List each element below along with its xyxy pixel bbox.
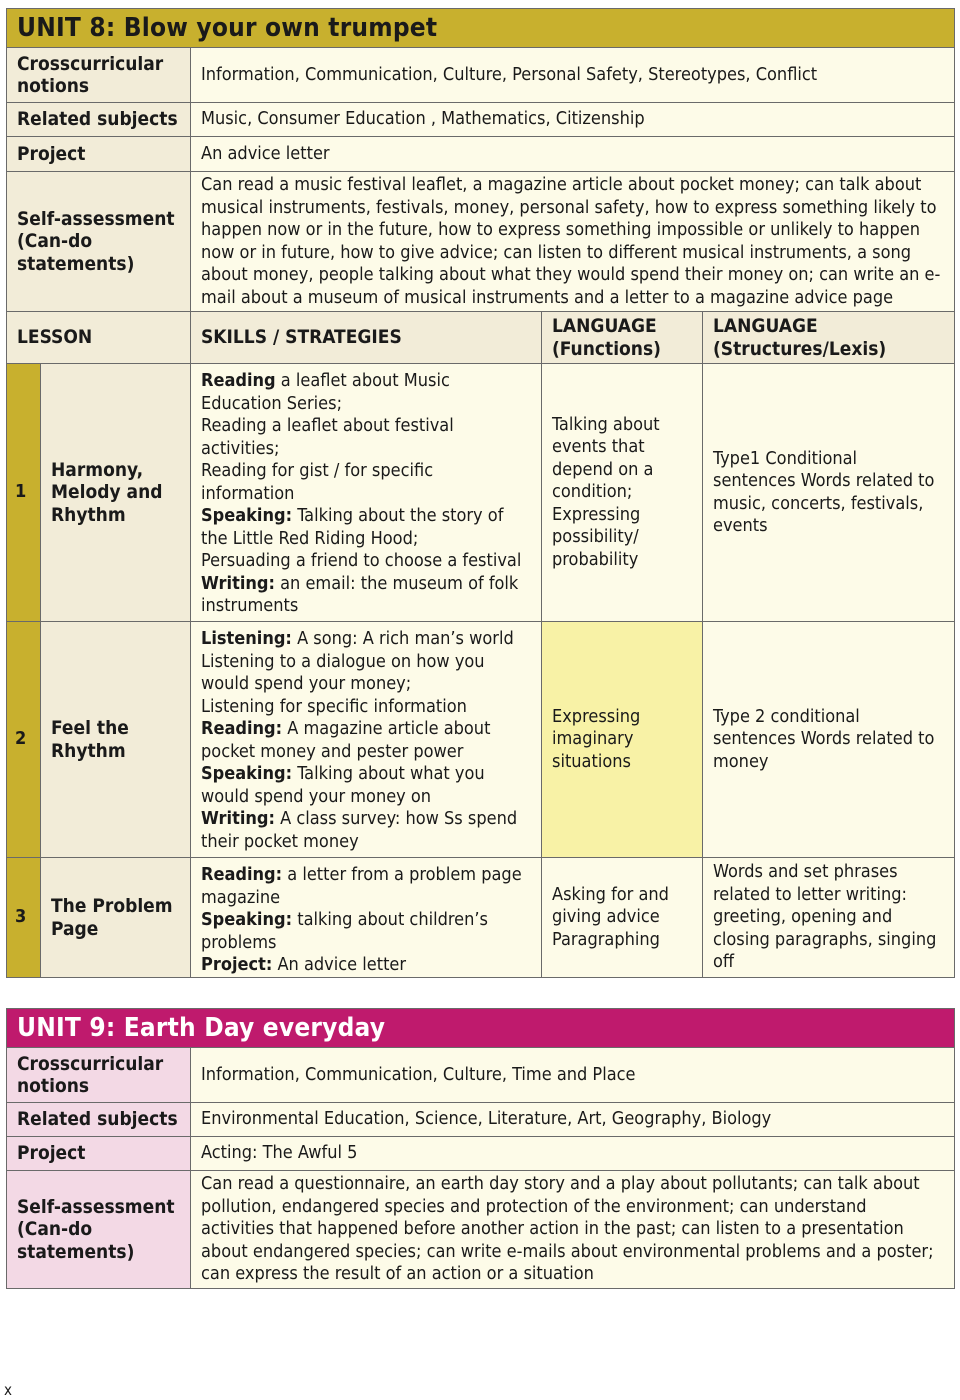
lesson-header: LESSON bbox=[7, 312, 191, 364]
skill-line: Reading: A magazine article about pocket money and pester power bbox=[201, 718, 491, 762]
lesson-row bbox=[7, 622, 955, 858]
lesson-functions: Talking about events that depend on a condition; Expressing possibility/ probability bbox=[542, 364, 703, 622]
unit8-crosscurricular-label: Crosscurricular notions bbox=[7, 48, 191, 103]
skill-line: Listening for specific information bbox=[201, 695, 467, 717]
unit8-related-label: Related subjects bbox=[7, 103, 191, 137]
skill-line: Speaking: talking about children’s problems bbox=[201, 909, 488, 953]
skill-line: Listening to a dialogue on how you would spend your money; bbox=[201, 650, 485, 694]
unit8-project-value: An advice letter bbox=[191, 137, 955, 172]
structures-header: LANGUAGE (Structures/Lexis) bbox=[703, 312, 955, 364]
skill-line: Writing: A class survey: how Ss spend their pocket money bbox=[201, 808, 518, 852]
lesson-functions: Asking for and giving advice Paragraphing bbox=[542, 858, 703, 978]
unit8-related-value: Music, Consumer Education , Mathematics, Citizenship bbox=[191, 103, 955, 137]
lesson-structures: Words and set phrases related to letter writing: greeting, opening and closing paragraphs, singing off bbox=[703, 858, 955, 978]
lesson-structures: Type1 Conditional sentences Words related to music, concerts, festivals, events bbox=[703, 364, 955, 622]
unit8-project-label: Project bbox=[7, 137, 191, 172]
skill-line: Writing: an email: the museum of folk instruments bbox=[201, 572, 519, 616]
unit9-crosscurricular-value: Information, Communication, Culture, Time and Place bbox=[191, 1048, 955, 1103]
skills-header: SKILLS / STRATEGIES bbox=[191, 312, 542, 364]
unit9-title: UNIT 9: Earth Day everyday bbox=[7, 1009, 955, 1048]
skill-line: Speaking: Talking about the story of the Little Red Riding Hood; bbox=[201, 505, 504, 549]
skill-line: Persuading a friend to choose a festival bbox=[201, 550, 522, 571]
lesson-number: 3 bbox=[7, 858, 41, 978]
lesson-number: 1 bbox=[7, 364, 41, 622]
unit9-project-value: Acting: The Awful 5 bbox=[191, 1137, 955, 1171]
lesson-name: Harmony, Melody and Rhythm bbox=[41, 364, 191, 622]
unit9-related-label: Related subjects bbox=[7, 1103, 191, 1137]
unit8-table bbox=[6, 8, 954, 978]
skill-line: Reading: a letter from a problem page magazine bbox=[201, 864, 522, 908]
lesson-row bbox=[7, 858, 955, 978]
unit9-project-label: Project bbox=[7, 1137, 191, 1171]
lesson-skills bbox=[191, 858, 542, 978]
skill-line: Reading a leaflet about Music Education Series; bbox=[201, 370, 450, 414]
lesson-functions: Expressing imaginary situations bbox=[542, 622, 703, 858]
skill-line: Reading for gist / for specific information bbox=[201, 460, 434, 504]
unit9-self-label: Self-assessment (Can-do statements) bbox=[7, 1171, 191, 1289]
skill-line: Project: An advice letter bbox=[201, 954, 407, 975]
lesson-name: The Problem Page bbox=[41, 858, 191, 978]
lesson-structures: Type 2 conditional sentences Words related to money bbox=[703, 622, 955, 858]
lesson-skills bbox=[191, 364, 542, 622]
skill-line: Speaking: Talking about what you would spend your money on bbox=[201, 763, 485, 807]
unit8-self-value: Can read a music festival leaflet, a magazine article about pocket money; can talk about musical instruments, festivals, money, personal safety, how to express something likely to happen now or in the future, how to express something impossible or unlikely to happen now or in future, how to give advice; can listen to different musical instruments, a song about money, people talking about what they would spend their money on; can write an e-mail about a museum of musical instruments and a letter to a magazine advice page bbox=[191, 172, 955, 312]
unit8-title: UNIT 8: Blow your own trumpet bbox=[7, 9, 955, 48]
unit9-related-value: Environmental Education, Science, Literature, Art, Geography, Biology bbox=[191, 1103, 955, 1137]
skill-line: Listening: A song: A rich man’s world bbox=[201, 628, 514, 649]
lesson-row bbox=[7, 364, 955, 622]
unit9-self-value: Can read a questionnaire, an earth day story and a play about pollutants; can talk about pollution, endangered species and protection of the environment; can understand activities that happened before another action in the past; can listen to a presentation about endangered species; can write e-mails about environmental problems and a poster; can express the result of an action or a situation bbox=[191, 1171, 955, 1289]
page-marker: x bbox=[4, 1381, 12, 1399]
lesson-name: Feel the Rhythm bbox=[41, 622, 191, 858]
unit8-crosscurricular-value: Information, Communication, Culture, Personal Safety, Stereotypes, Conflict bbox=[191, 48, 955, 103]
lesson-number: 2 bbox=[7, 622, 41, 858]
unit9-crosscurricular-label: Crosscurricular notions bbox=[7, 1048, 191, 1103]
unit8-self-label: Self-assessment (Can-do statements) bbox=[7, 172, 191, 312]
lesson-skills bbox=[191, 622, 542, 858]
functions-header: LANGUAGE (Functions) bbox=[542, 312, 703, 364]
unit9-table bbox=[6, 1008, 954, 1289]
skill-line: Reading a leaflet about festival activities; bbox=[201, 415, 454, 459]
